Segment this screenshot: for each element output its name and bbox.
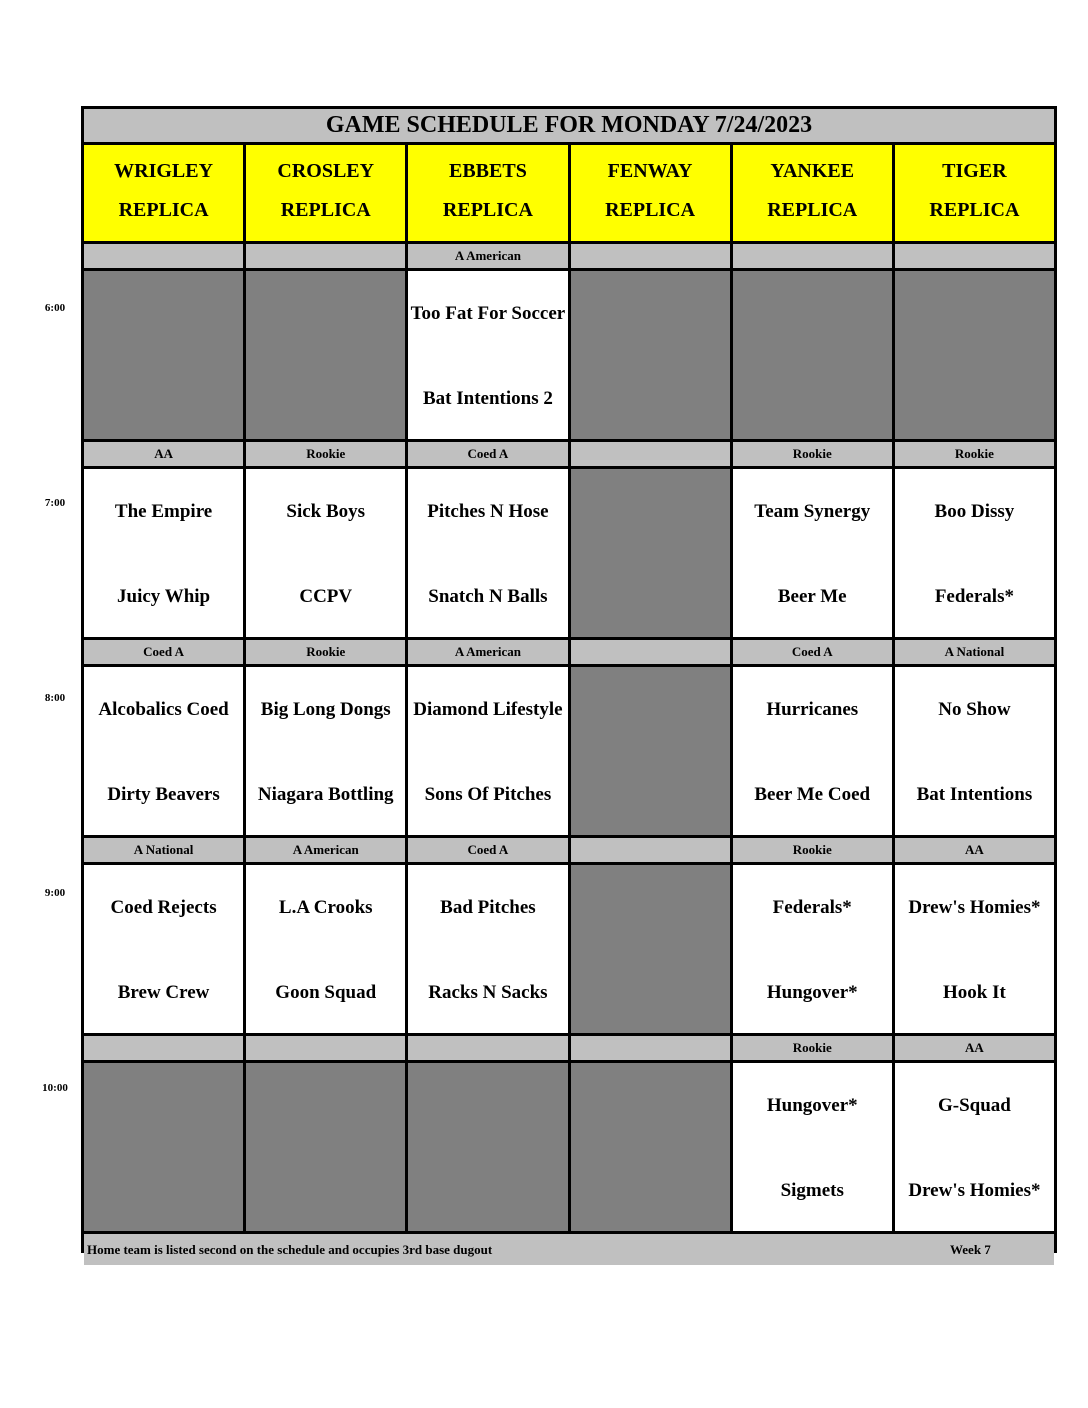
home-team: Hook It xyxy=(943,982,1006,1003)
unscheduled-slot xyxy=(571,271,730,439)
division-label xyxy=(246,1036,405,1060)
division-label: A American xyxy=(246,838,405,862)
field-subtitle: REPLICA xyxy=(929,199,1020,221)
game-cell xyxy=(246,667,405,835)
field-subtitle: REPLICA xyxy=(118,199,209,221)
away-team: No Show xyxy=(938,699,1011,720)
home-team: Snatch N Balls xyxy=(428,586,548,607)
time-label: 8:00 xyxy=(44,692,66,704)
division-label: A American xyxy=(408,640,567,664)
unscheduled-slot xyxy=(571,469,730,637)
unscheduled-slot xyxy=(408,1063,567,1231)
division-label: Coed A xyxy=(84,640,243,664)
schedule-title: GAME SCHEDULE FOR MONDAY 7/24/2023 xyxy=(84,109,1054,142)
field-name: FENWAY xyxy=(607,160,693,182)
division-label: Rookie xyxy=(733,838,892,862)
division-label: A National xyxy=(895,640,1054,664)
home-team: Drew's Homies* xyxy=(908,1180,1041,1201)
home-team: Beer Me xyxy=(777,586,847,607)
division-label xyxy=(733,244,892,268)
home-team: Beer Me Coed xyxy=(754,784,871,805)
game-cell xyxy=(246,469,405,637)
away-team: Drew's Homies* xyxy=(908,897,1041,918)
game-cell xyxy=(408,865,567,1033)
field-header-tiger xyxy=(895,145,1054,241)
unscheduled-slot xyxy=(571,1063,730,1231)
home-team: Federals* xyxy=(934,586,1014,607)
away-team: Hungover* xyxy=(766,1095,858,1116)
unscheduled-slot xyxy=(571,667,730,835)
game-cell xyxy=(84,865,243,1033)
division-label: Rookie xyxy=(733,1036,892,1060)
away-team: Federals* xyxy=(772,897,852,918)
game-cell xyxy=(408,667,567,835)
division-label: A National xyxy=(84,838,243,862)
away-team: Diamond Lifestyle xyxy=(413,699,563,720)
home-team: Sigmets xyxy=(780,1180,844,1201)
schedule-table xyxy=(81,106,1057,1257)
field-header-yankee xyxy=(733,145,892,241)
division-label: Coed A xyxy=(408,838,567,862)
game-cell xyxy=(84,469,243,637)
game-cell xyxy=(408,271,567,439)
week-label: Week 7 xyxy=(950,1242,991,1257)
schedule-footer xyxy=(84,1234,1054,1265)
away-team: Hurricanes xyxy=(766,699,859,720)
game-cell xyxy=(733,1063,892,1231)
field-subtitle: REPLICA xyxy=(605,199,696,221)
home-team-note: Home team is listed second on the schedule and occupies 3rd base dugout xyxy=(87,1242,493,1257)
unscheduled-slot xyxy=(571,865,730,1033)
field-header-wrigley xyxy=(84,145,243,241)
unscheduled-slot xyxy=(246,271,405,439)
time-label: 10:00 xyxy=(42,1082,68,1094)
game-cell xyxy=(246,865,405,1033)
unscheduled-slot xyxy=(84,271,243,439)
away-team: Boo Dissy xyxy=(934,501,1015,522)
home-team: Bat Intentions 2 xyxy=(422,388,553,409)
away-team: Coed Rejects xyxy=(110,897,217,918)
division-label xyxy=(571,442,730,466)
division-label xyxy=(84,244,243,268)
home-team: Brew Crew xyxy=(117,982,210,1003)
division-label xyxy=(895,244,1054,268)
unscheduled-slot xyxy=(733,271,892,439)
home-team: Dirty Beavers xyxy=(107,784,220,805)
field-name: EBBETS xyxy=(449,160,527,182)
division-label: Rookie xyxy=(246,442,405,466)
division-label: AA xyxy=(895,838,1054,862)
field-name: WRIGLEY xyxy=(114,160,214,182)
away-team: The Empire xyxy=(114,501,213,522)
field-header-fenway xyxy=(571,145,730,241)
game-cell xyxy=(84,667,243,835)
division-label: AA xyxy=(84,442,243,466)
game-cell xyxy=(733,865,892,1033)
home-team: Goon Squad xyxy=(275,982,377,1003)
away-team: Pitches N Hose xyxy=(427,501,549,522)
away-team: Alcobalics Coed xyxy=(98,699,229,720)
field-name: CROSLEY xyxy=(277,160,375,182)
division-label xyxy=(84,1036,243,1060)
field-name: TIGER xyxy=(942,160,1007,182)
division-label: Rookie xyxy=(733,442,892,466)
field-header-ebbets xyxy=(408,145,567,241)
division-label xyxy=(408,1036,567,1060)
away-team: Team Synergy xyxy=(754,501,871,522)
field-subtitle: REPLICA xyxy=(442,199,533,221)
game-cell xyxy=(895,667,1054,835)
unscheduled-slot xyxy=(895,271,1054,439)
division-label xyxy=(571,640,730,664)
game-cell xyxy=(895,865,1054,1033)
home-team: Juicy Whip xyxy=(117,586,211,607)
time-label: 9:00 xyxy=(44,887,66,899)
division-label xyxy=(571,1036,730,1060)
field-header-crosley xyxy=(246,145,405,241)
game-cell xyxy=(895,1063,1054,1231)
home-team: CCPV xyxy=(299,586,353,607)
away-team: Sick Boys xyxy=(286,501,366,522)
field-name: YANKEE xyxy=(770,160,855,182)
unscheduled-slot xyxy=(246,1063,405,1231)
division-label: A American xyxy=(408,244,567,268)
division-label: Coed A xyxy=(408,442,567,466)
division-label xyxy=(571,838,730,862)
away-team: G-Squad xyxy=(937,1095,1011,1116)
home-team: Niagara Bottling xyxy=(257,784,394,805)
game-cell xyxy=(895,469,1054,637)
time-label: 6:00 xyxy=(44,302,66,314)
time-label: 7:00 xyxy=(44,497,66,509)
division-label: Rookie xyxy=(895,442,1054,466)
division-label xyxy=(571,244,730,268)
game-cell xyxy=(733,667,892,835)
away-team: Too Fat For Soccer xyxy=(410,303,566,324)
game-cell xyxy=(408,469,567,637)
division-label: Coed A xyxy=(733,640,892,664)
away-team: L.A Crooks xyxy=(278,897,373,918)
away-team: Bad Pitches xyxy=(440,897,536,918)
game-cell xyxy=(733,469,892,637)
division-label: Rookie xyxy=(246,640,405,664)
home-team: Sons Of Pitches xyxy=(424,784,552,805)
field-subtitle: REPLICA xyxy=(280,199,371,221)
away-team: Big Long Dongs xyxy=(260,699,391,720)
division-label: AA xyxy=(895,1036,1054,1060)
field-subtitle: REPLICA xyxy=(767,199,858,221)
home-team: Racks N Sacks xyxy=(428,982,548,1003)
division-label xyxy=(246,244,405,268)
unscheduled-slot xyxy=(84,1063,243,1231)
home-team: Hungover* xyxy=(766,982,858,1003)
home-team: Bat Intentions xyxy=(916,784,1033,805)
